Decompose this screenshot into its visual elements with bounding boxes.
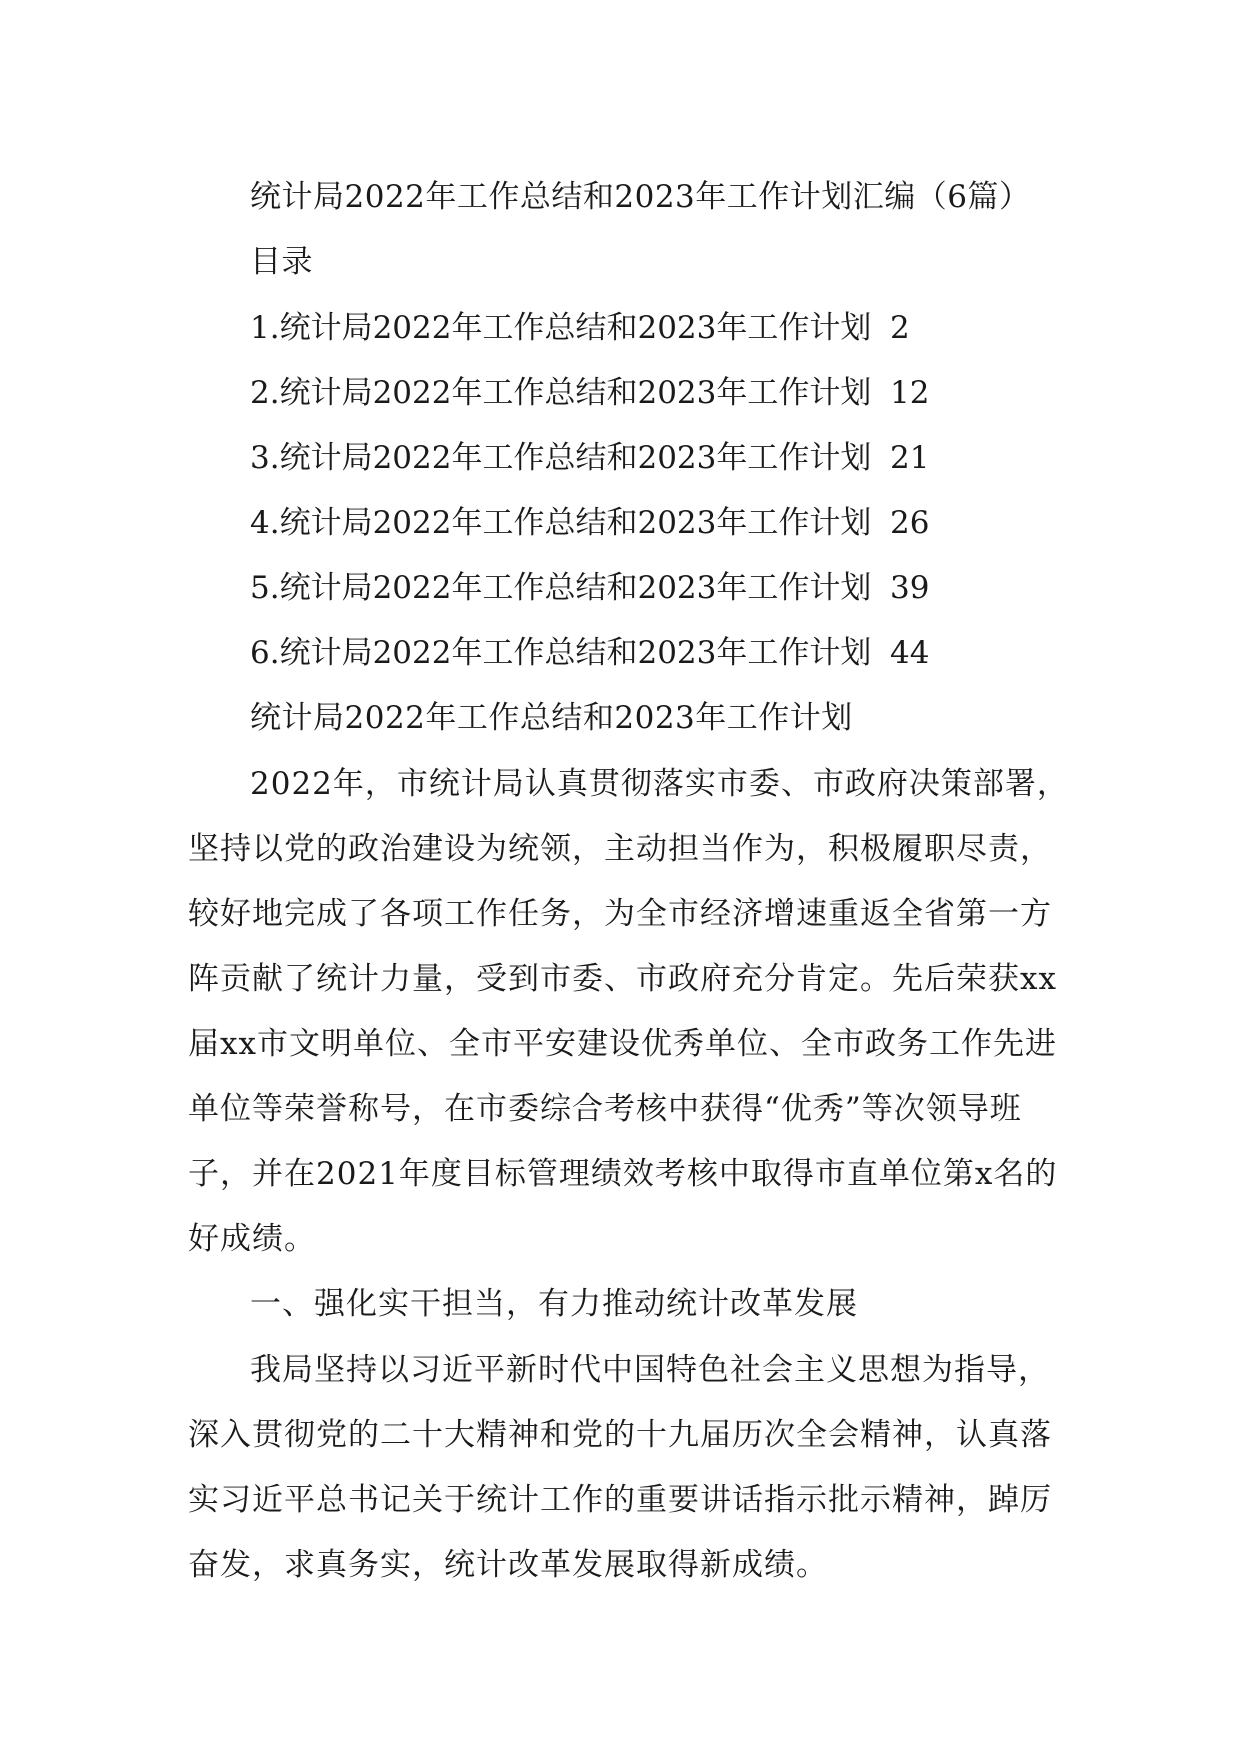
toc-entry[interactable]	[250, 633, 950, 673]
paragraph-line: 2022年，市统计局认真贯彻落实市委、市政府决策部署，	[250, 766, 1069, 802]
toc-entry-page: 2	[890, 310, 910, 346]
paragraph-line: 深入贯彻党的二十大精神和党的十九届历次全会精神，认真落	[188, 1417, 1052, 1453]
toc-entry-page: 44	[890, 635, 930, 671]
toc-entry-label: 2.统计局2022年工作总结和2023年工作计划	[250, 375, 872, 411]
toc-entry[interactable]	[250, 503, 950, 543]
paragraph-line: 届xx市文明单位、全市平安建设优秀单位、全市政务工作先进	[188, 1026, 1057, 1062]
toc-entry[interactable]	[250, 308, 950, 348]
toc-entry-label: 6.统计局2022年工作总结和2023年工作计划	[250, 635, 872, 671]
toc-entry[interactable]	[250, 438, 950, 478]
section-heading: 一、强化实干担当，有力推动统计改革发展	[250, 1286, 858, 1322]
toc-entry-page: 39	[890, 570, 930, 606]
paragraph-line: 好成绩。	[188, 1221, 316, 1257]
toc-entry-page: 12	[890, 375, 930, 411]
toc-entry-page: 21	[890, 440, 930, 476]
article-title: 统计局2022年工作总结和2023年工作计划	[250, 700, 853, 736]
paragraph-line: 坚持以党的政治建设为统领，主动担当作为，积极履职尽责，	[188, 831, 1052, 867]
paragraph-line: 我局坚持以习近平新时代中国特色社会主义思想为指导，	[250, 1352, 1050, 1388]
paragraph-line: 阵贡献了统计力量，受到市委、市政府充分肯定。先后荣获xx	[188, 961, 1057, 997]
toc-entry[interactable]	[250, 373, 950, 413]
paragraph-line: 较好地完成了各项工作任务，为全市经济增速重返全省第一方	[188, 896, 1052, 932]
toc-entry-label: 4.统计局2022年工作总结和2023年工作计划	[250, 505, 872, 541]
toc-heading: 目录	[250, 244, 313, 280]
toc-entry-page: 26	[890, 505, 930, 541]
paragraph-line: 实习近平总书记关于统计工作的重要讲话指示批示精神，踔厉	[188, 1482, 1052, 1518]
toc-entry-label: 1.统计局2022年工作总结和2023年工作计划	[250, 310, 872, 346]
toc-entry-label: 5.统计局2022年工作总结和2023年工作计划	[250, 570, 872, 606]
paragraph-line: 子，并在2021年度目标管理绩效考核中取得市直单位第x名的	[188, 1156, 1058, 1192]
document-title: 统计局2022年工作总结和2023年工作计划汇编（6篇）	[250, 179, 1031, 215]
toc-entry-label: 3.统计局2022年工作总结和2023年工作计划	[250, 440, 872, 476]
paragraph-line: 奋发，求真务实，统计改革发展取得新成绩。	[188, 1547, 828, 1583]
paragraph-line: 单位等荣誉称号，在市委综合考核中获得“优秀”等次领导班	[188, 1091, 1022, 1127]
toc-entry[interactable]	[250, 568, 950, 608]
